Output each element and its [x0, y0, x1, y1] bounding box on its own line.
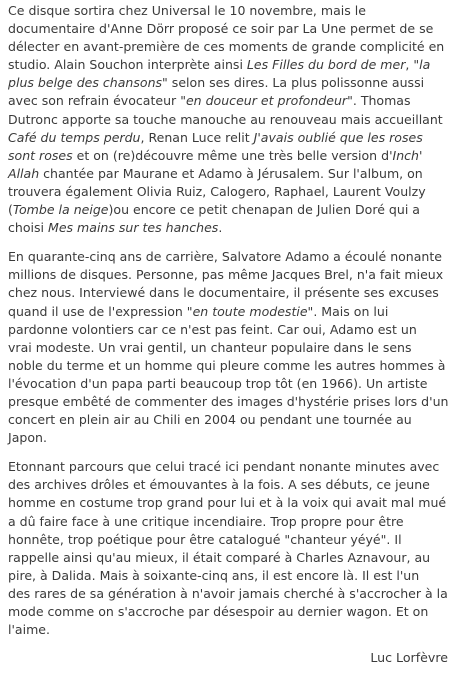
text-run: des archives drôles et émouvantes à la fois. A ses débuts, ce jeune — [8, 477, 430, 493]
text-run: quand il use de l'expression — [8, 303, 187, 319]
text-line — [8, 513, 450, 531]
text-run: vrai modeste. Un vrai gentil, un chanteur populaire dans le sens — [8, 339, 412, 355]
text-line — [8, 393, 450, 411]
text-run: . Mais on lui — [313, 303, 389, 319]
text-run: ( — [8, 202, 13, 218]
text-run: a dû faire face à une critique incendiaire. Trop propre pour être — [8, 513, 404, 529]
author-signature: Luc Lorfèvre — [370, 650, 448, 665]
text-run: Etonnant parcours que celui tracé ici pendant nonante minutes avec — [8, 459, 440, 475]
text-run: . Thomas — [352, 93, 411, 109]
italic-text: "la — [413, 57, 431, 73]
text-run: des rares de sa génération à n'avoir jamais cherché à s'accrocher à la — [8, 585, 448, 601]
text-line — [8, 165, 450, 183]
text-line — [8, 357, 450, 375]
text-run: avec son refrain évocateur — [8, 93, 181, 109]
text-line — [8, 248, 450, 266]
text-run: mode comme on s'accroche par désespoir au dernier wagon. Et on — [8, 604, 429, 619]
text-line — [8, 284, 450, 302]
text-line — [8, 56, 450, 74]
italic-text: sont roses — [8, 147, 73, 163]
italic-text: Café du temps perdu — [8, 129, 141, 145]
text-line — [8, 183, 450, 201]
italic-text: plus belge des chansons" — [8, 75, 168, 91]
text-line — [8, 2, 450, 20]
text-run: chantée par Maurane et Adamo à Jérusalem. Sur l'album, on — [39, 165, 423, 181]
text-line — [8, 201, 450, 219]
text-line — [8, 20, 450, 38]
text-line — [8, 603, 450, 621]
italic-text: Tombe la neige — [12, 202, 109, 218]
text-line — [8, 129, 450, 147]
text-run: pire, à Dalida. Mais à soixante-cinq ans, il est encore là. Il est l'un — [8, 567, 420, 583]
text-line — [8, 494, 450, 512]
text-line — [8, 74, 450, 92]
italic-text: Allah — [8, 165, 40, 181]
text-run: chez nous. Interviewé dans le documentaire, il présente ses excuses — [8, 285, 439, 301]
text-run: l'évocation d'un papa parti beaucoup trop tôt (en 1966). Un artiste — [8, 375, 428, 391]
paragraph — [8, 248, 452, 447]
italic-text: "en douceur et profondeur" — [180, 93, 353, 109]
text-run: En quarante-cinq ans de carrière, Salvatore Adamo a écoulé nonante — [8, 249, 443, 265]
text-line — [8, 339, 450, 357]
text-line — [8, 92, 450, 110]
text-run: studio. Alain Souchon interprète ainsi — [8, 57, 247, 73]
text-line — [8, 429, 450, 447]
text-run: pardonne volontiers car ce n'est pas feint. Car oui, Adamo est un — [8, 321, 417, 337]
text-line — [8, 219, 450, 237]
text-run: Dutronc apporte sa touche manouche au renouveau mais accueillant — [8, 111, 443, 127]
text-run: et on (re)découvre même une très belle version d' — [72, 147, 393, 163]
text-line — [8, 621, 450, 639]
text-line — [8, 321, 450, 339]
text-run: , — [405, 57, 414, 73]
italic-text: Inch' — [392, 147, 423, 163]
text-run: délecter en avant-première de ces moments de grande complicité en — [8, 39, 445, 55]
text-run: presque embêté de commenter des images d'hystérie prises lors d'un — [8, 393, 449, 409]
text-line — [8, 266, 450, 284]
italic-text: "en toute modestie" — [186, 303, 314, 319]
text-run: homme en costume trop grand pour lui et à la voix qui avait mal mué — [8, 495, 447, 511]
text-line — [8, 531, 450, 549]
text-line — [8, 375, 450, 393]
text-line — [8, 476, 450, 494]
text-run: )ou encore ce petit chenapan de Julien Doré qui a — [108, 202, 420, 218]
text-line — [8, 147, 450, 165]
text-run: l'aime. — [8, 622, 51, 638]
paragraph — [8, 458, 452, 639]
text-line — [8, 567, 450, 585]
italic-text: Les Filles du bord de mer — [246, 57, 406, 73]
text-run: choisi — [8, 220, 49, 236]
text-run: Japon. — [8, 430, 47, 446]
text-run: selon ses dires. La plus polissonne aussi — [167, 75, 425, 91]
text-run: noble du terme et un homme qui pleure comme les autres hommes à — [8, 357, 446, 373]
text-run: . — [218, 220, 223, 236]
text-run: , Renan Luce relit — [140, 129, 254, 145]
text-run: documentaire d'Anne Dörr proposé ce soir par La Une permet de se — [8, 21, 434, 37]
text-line — [8, 549, 450, 567]
text-line — [8, 411, 450, 429]
text-line — [8, 38, 450, 56]
italic-text: Mes mains sur tes hanches — [48, 220, 219, 236]
italic-text: J'avais oublié que les roses — [253, 129, 423, 145]
article-body — [8, 2, 452, 650]
text-line — [8, 111, 450, 129]
text-run: trouvera également Olivia Ruiz, Calogero, Raphael, Laurent Voulzy — [8, 183, 426, 199]
text-run: honnête, trop poétique pour être catalogué "chanteur yéyé". Il — [8, 531, 402, 547]
text-run: concert en plein air au Chili en 2004 ou pendant une tournée au — [8, 412, 412, 428]
text-line — [8, 303, 450, 321]
text-run: Ce disque sortira chez Universal le 10 novembre, mais le — [8, 3, 367, 18]
paragraph — [8, 2, 452, 237]
text-line — [8, 585, 450, 603]
text-run: rappelle ainsi qu'au mieux, il était comparé à Charles Aznavour, au — [8, 549, 431, 565]
text-line — [8, 458, 450, 476]
text-run: millions de disques. Personne, pas même Jacques Brel, n'a fait mieux — [8, 267, 444, 283]
